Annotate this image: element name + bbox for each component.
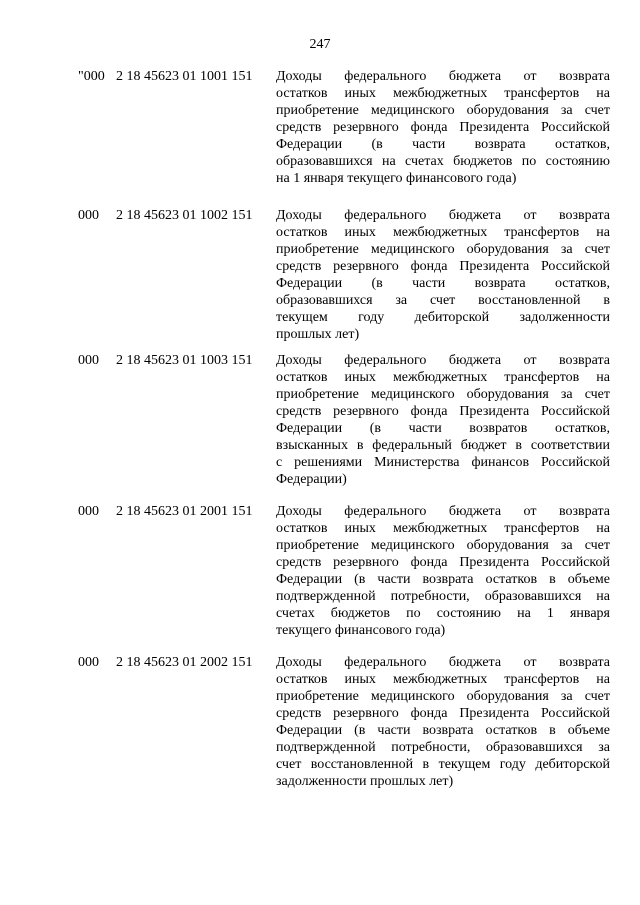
description-line: на 1 января текущего финансового года) (276, 171, 517, 186)
description-line: приобретение медицинского оборудования за счет (276, 103, 610, 118)
description-line: средств резервного фонда Президента Российской (276, 120, 610, 135)
description-line: образовавшихся за счет восстановленной в (276, 293, 610, 308)
budget-classification-code: 2 18 45623 01 1002 151 (116, 208, 253, 223)
description-line: подтвержденной потребности, образовавшихся за (276, 740, 610, 755)
description-line: текущего финансового года) (276, 623, 446, 638)
description-line: приобретение медицинского оборудования за счет (276, 387, 610, 402)
income-description (276, 654, 610, 790)
description-line: Доходы федерального бюджета от возврата (276, 208, 610, 223)
description-line: Федерации (в части возврата остатков в объеме (276, 572, 610, 587)
description-line: средств резервного фонда Президента Российской (276, 555, 610, 570)
admin-code: 000 (78, 655, 99, 670)
budget-classification-code: 2 18 45623 01 1003 151 (116, 353, 253, 368)
description-line: Федерации (в части возвратов остатков, (276, 421, 610, 436)
description-line: остатков иных межбюджетных трансфертов на (276, 521, 610, 536)
description-line: Федерации (в части возврата остатков в объеме (276, 723, 610, 738)
budget-classification-code: 2 18 45623 01 1001 151 (116, 69, 253, 84)
description-line: остатков иных межбюджетных трансфертов на (276, 672, 610, 687)
description-line: средств резервного фонда Президента Российской (276, 259, 610, 274)
description-line: с решениями Министерства финансов Российской (276, 455, 610, 470)
description-line: прошлых лет) (276, 327, 360, 342)
description-line: Доходы федерального бюджета от возврата (276, 655, 610, 670)
description-line: Доходы федерального бюджета от возврата (276, 504, 610, 519)
admin-code: "000 (78, 69, 105, 84)
description-line: приобретение медицинского оборудования за счет (276, 689, 610, 704)
income-description (276, 68, 610, 187)
description-line: средств резервного фонда Президента Российской (276, 706, 610, 721)
description-line: приобретение медицинского оборудования за счет (276, 242, 610, 257)
description-line: образовавшихся на счетах бюджетов по состоянию (276, 154, 610, 169)
description-line: Федерации (в части возврата остатков, (276, 276, 610, 291)
description-line: средств резервного фонда Президента Российской (276, 404, 610, 419)
income-description (276, 352, 610, 488)
description-line: счетах бюджетов по состоянию на 1 января (276, 606, 610, 621)
description-line: текущем году дебиторской задолженности (276, 310, 610, 325)
budget-classification-code: 2 18 45623 01 2001 151 (116, 504, 253, 519)
income-description (276, 207, 610, 343)
admin-code: 000 (78, 504, 99, 519)
description-line: Федерации) (276, 472, 347, 487)
description-line: счет восстановленной в текущем году дебиторской (276, 757, 610, 772)
page-number: 247 (309, 37, 331, 52)
admin-code: 000 (78, 208, 99, 223)
description-line: остатков иных межбюджетных трансфертов на (276, 370, 610, 385)
description-line: приобретение медицинского оборудования за счет (276, 538, 610, 553)
description-line: задолженности прошлых лет) (276, 774, 454, 789)
description-line: Федерации (в части возврата остатков, (276, 137, 610, 152)
description-line: взысканных в федеральный бюджет в соответствии (276, 438, 610, 453)
budget-classification-code: 2 18 45623 01 2002 151 (116, 655, 253, 670)
description-line: Доходы федерального бюджета от возврата (276, 353, 610, 368)
admin-code: 000 (78, 353, 99, 368)
description-line: Доходы федерального бюджета от возврата (276, 69, 610, 84)
description-line: подтвержденной потребности, образовавшихся на (276, 589, 610, 604)
description-line: остатков иных межбюджетных трансфертов на (276, 86, 610, 101)
income-description (276, 503, 610, 639)
description-line: остатков иных межбюджетных трансфертов на (276, 225, 610, 240)
